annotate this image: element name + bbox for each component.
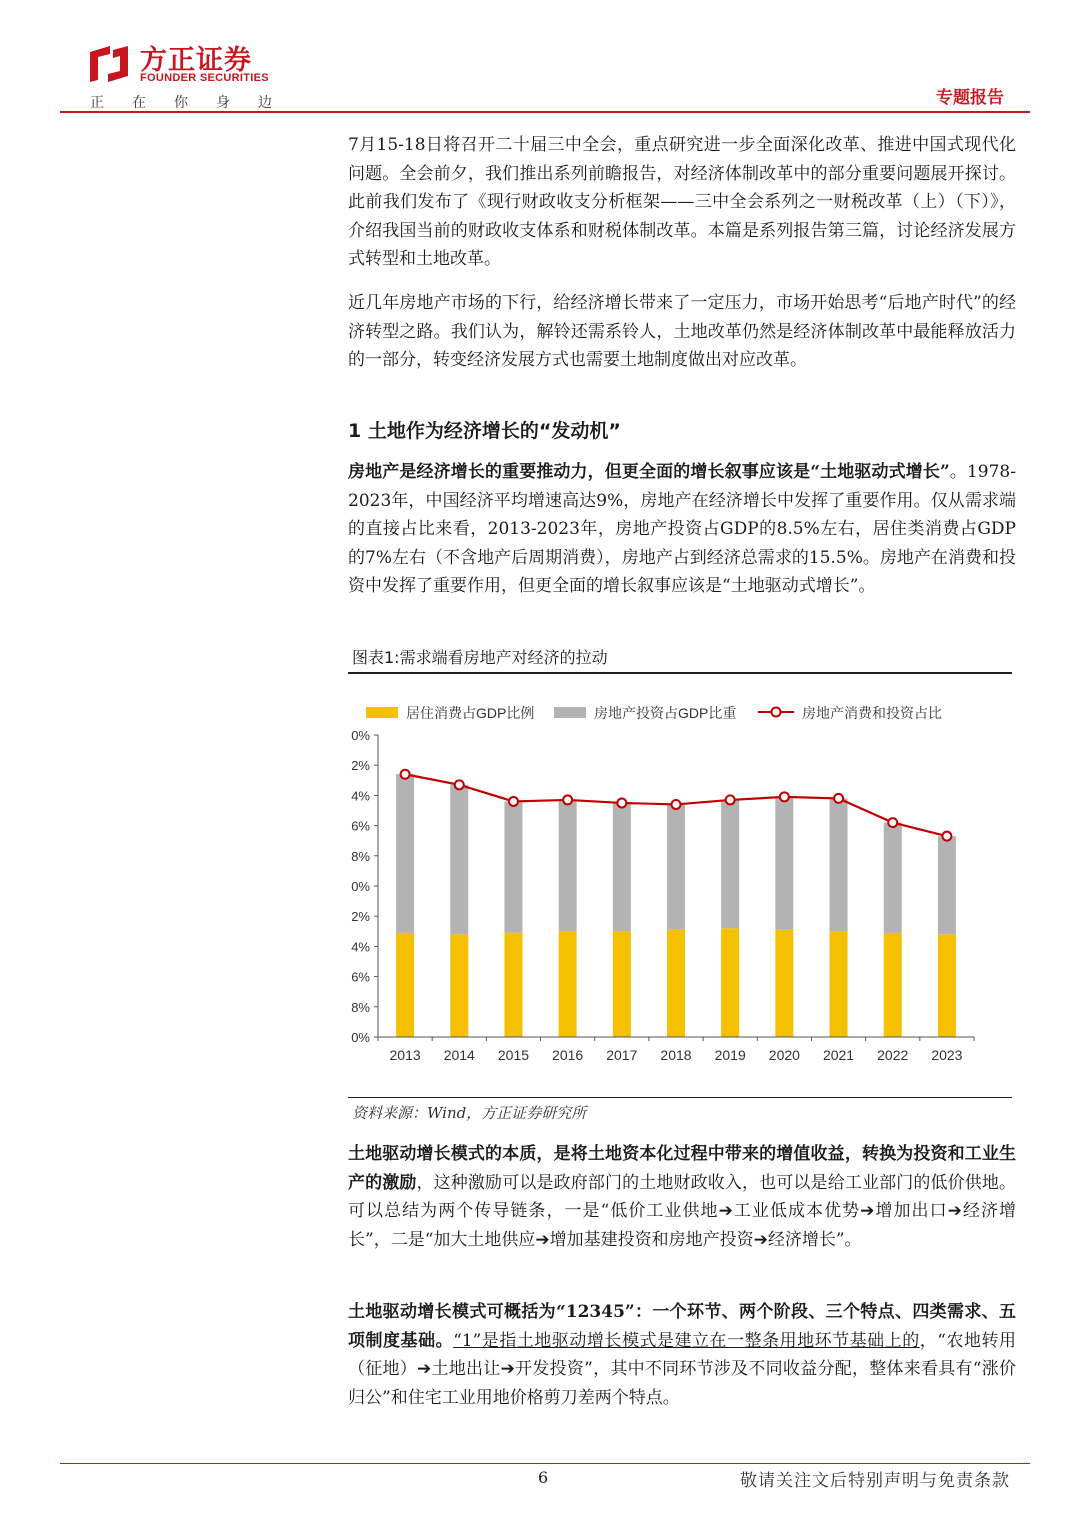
bar-investment-2021 <box>830 798 848 931</box>
bar-residential-2019 <box>721 928 739 1037</box>
bar-investment-2023 <box>938 836 956 934</box>
line-point-2022 <box>888 818 897 827</box>
y-tick-label: 0% <box>351 728 370 743</box>
bar-investment-2017 <box>613 803 631 931</box>
bar-residential-2018 <box>667 930 685 1037</box>
line-point-2013 <box>401 770 410 779</box>
legend-marker <box>772 708 781 717</box>
bar-investment-2019 <box>721 800 739 928</box>
x-tick-label: 2014 <box>443 1047 475 1063</box>
x-tick-label: 2013 <box>389 1047 421 1063</box>
y-tick-label: 0% <box>351 1030 370 1045</box>
x-tick-label: 2017 <box>606 1047 638 1063</box>
bar-investment-2015 <box>504 801 522 932</box>
stacked-bar-chart <box>348 690 1012 1090</box>
paragraph-12345-body: ，“农地转用（征地）➔土地出让➔开发投资”，其中不同环节涉及不同收益分配，整体来看具有“涨价归公”和住宅工业用地价格剪刀差两个特点。 <box>348 1330 1017 1408</box>
bar-residential-2020 <box>775 930 793 1037</box>
paragraph-background: 近几年房地产市场的下行，给经济增长带来了一定压力，市场开始思考“后地产时代”的经济转型之路。我们认为，解铃还需系铃人，土地改革仍然是经济体制改革中最能释放活力的一部分，转变经济发展方式也需要土地制度做出对应改革。 <box>348 293 1016 370</box>
page-number: 6 <box>538 1468 549 1487</box>
x-tick-label: 2015 <box>497 1047 530 1063</box>
legend-label-3: 房地产消费和投资占比 <box>802 705 942 721</box>
bar-residential-2021 <box>830 931 848 1037</box>
legend-label-1: 居住消费占GDP比例 <box>406 705 535 721</box>
x-tick-label: 2020 <box>768 1047 800 1063</box>
paragraph-real-estate-body: 。1978-2023年，中国经济平均增速高达9%，房地产在经济增长中发挥了重要作用。仅从需求端的直接占比来看，2013-2023年，房地产投资占GDP的8.5%左右，居住类消费占GDP的7%左右（不含地产后周期消费），房地产占到经济总需求的15.5%。房地产在消费和投资中发挥了重要作用，但更全面的增长叙事应该是“土地驱动式增长”。 <box>348 462 1016 596</box>
disclaimer-note: 敬请关注文后特别声明与免责条款 <box>740 1471 1010 1491</box>
paragraph-essence-body: ，这种激励可以是政府部门的土地财政收入，也可以是给工业部门的低价供地。可以总结为两个传导链条，一是“低价工业供地➔工业低成本优势➔增加出口➔经济增长”，二是“加大土地供应➔增加基建投资和房地产投资➔经济增长”。 <box>348 1172 1017 1250</box>
bar-investment-2022 <box>884 823 902 933</box>
y-tick-label: 8% <box>351 999 370 1015</box>
y-tick-label: 4% <box>351 939 370 955</box>
line-point-2019 <box>726 795 735 804</box>
paragraph-12345 <box>348 1298 1016 1412</box>
y-tick-label: 6% <box>351 969 370 985</box>
line-point-2016 <box>563 795 572 804</box>
legend-swatch-2 <box>554 707 586 718</box>
bar-residential-2022 <box>884 933 902 1037</box>
bar-residential-2013 <box>396 933 414 1037</box>
line-point-2021 <box>834 794 843 803</box>
paragraph-essence-lead: 土地驱动增长模式的本质，是将土地资本化过程中带来的增值收益，转换为投资和工业生产的激励 <box>348 1144 1016 1193</box>
paragraph-real-estate-lead: 房地产是经济增长的重要推动力，但更全面的增长叙事应该是“土地驱动式增长” <box>348 462 950 482</box>
company-slogan: 正在你身边 <box>90 95 300 111</box>
line-point-2020 <box>780 792 789 801</box>
x-tick-label: 2018 <box>660 1047 692 1063</box>
figure-title: 图表1:需求端看房地产对经济的拉动 <box>352 648 608 667</box>
bar-investment-2014 <box>450 785 468 934</box>
x-axis <box>378 1037 974 1063</box>
y-tick-label: 4% <box>351 788 370 804</box>
paragraph-essence <box>348 1140 1016 1254</box>
bar-investment-2020 <box>775 797 793 930</box>
bar-residential-2023 <box>938 934 956 1037</box>
y-tick-label: 2% <box>351 909 370 925</box>
figure-source: 资料来源：Wind，方正证券研究所 <box>352 1104 587 1122</box>
y-tick-label: 8% <box>351 848 370 864</box>
bar-residential-2015 <box>504 933 522 1037</box>
x-tick-label: 2019 <box>714 1047 746 1063</box>
report-type: 专题报告 <box>936 88 1004 108</box>
x-tick-label: 2023 <box>931 1047 963 1063</box>
bar-residential-2017 <box>613 931 631 1037</box>
bar-residential-2014 <box>450 934 468 1037</box>
bar-investment-2018 <box>667 804 685 929</box>
header-divider <box>60 111 1030 113</box>
line-point-2018 <box>672 800 681 809</box>
legend-label-2: 房地产投资占GDP比重 <box>594 705 737 721</box>
bar-investment-2013 <box>396 774 414 933</box>
paragraph-12345-lead: 土地驱动增长模式可概括为“12345”：一个环节、两个阶段、三个特点、四类需求、五项制度基础。 <box>348 1302 1016 1351</box>
line-point-2017 <box>617 798 626 807</box>
line-point-2023 <box>942 832 951 841</box>
legend-swatch-1 <box>366 707 398 718</box>
bar-residential-2016 <box>559 931 577 1037</box>
x-tick-label: 2016 <box>552 1047 584 1063</box>
chart-legend <box>366 705 942 721</box>
line-point-2014 <box>455 780 464 789</box>
figure-top-rule <box>348 672 1012 674</box>
paragraph-12345-underlined: “1”是指土地驱动增长模式是建立在一整条用地环节基础上的 <box>453 1330 920 1351</box>
figure-bottom-rule <box>348 1097 1012 1098</box>
company-name-en: FOUNDER SECURITIES <box>140 72 269 84</box>
line-point-2015 <box>509 797 518 806</box>
founder-logo-icon <box>86 42 132 88</box>
company-name-cn: 方正证券 <box>140 45 252 76</box>
footer-divider <box>60 1463 1030 1464</box>
paragraph-real-estate <box>348 458 1016 601</box>
section-heading: 1 土地作为经济增长的“发动机” <box>348 420 621 442</box>
paragraph-intro: 7月15-18日将召开二十届三中全会，重点研究进一步全面深化改革、推进中国式现代化问题。全会前夕，我们推出系列前瞻报告，对经济体制改革中的部分重要问题展开探讨。此前我们发布了《现行财政收支分析框架——三中全会系列之一财税改革（上）（下）》，介绍我国当前的财政收支体系和财税体制改革。本篇是系列报告第三篇，讨论经济发展方式转型和土地改革。 <box>348 135 1016 269</box>
y-tick-label: 0% <box>351 879 370 894</box>
y-tick-label: 2% <box>351 758 370 774</box>
x-tick-label: 2022 <box>877 1047 909 1063</box>
x-tick-label: 2021 <box>822 1047 855 1063</box>
y-axis <box>351 728 378 1045</box>
y-tick-label: 6% <box>351 818 370 834</box>
bar-investment-2016 <box>559 800 577 931</box>
